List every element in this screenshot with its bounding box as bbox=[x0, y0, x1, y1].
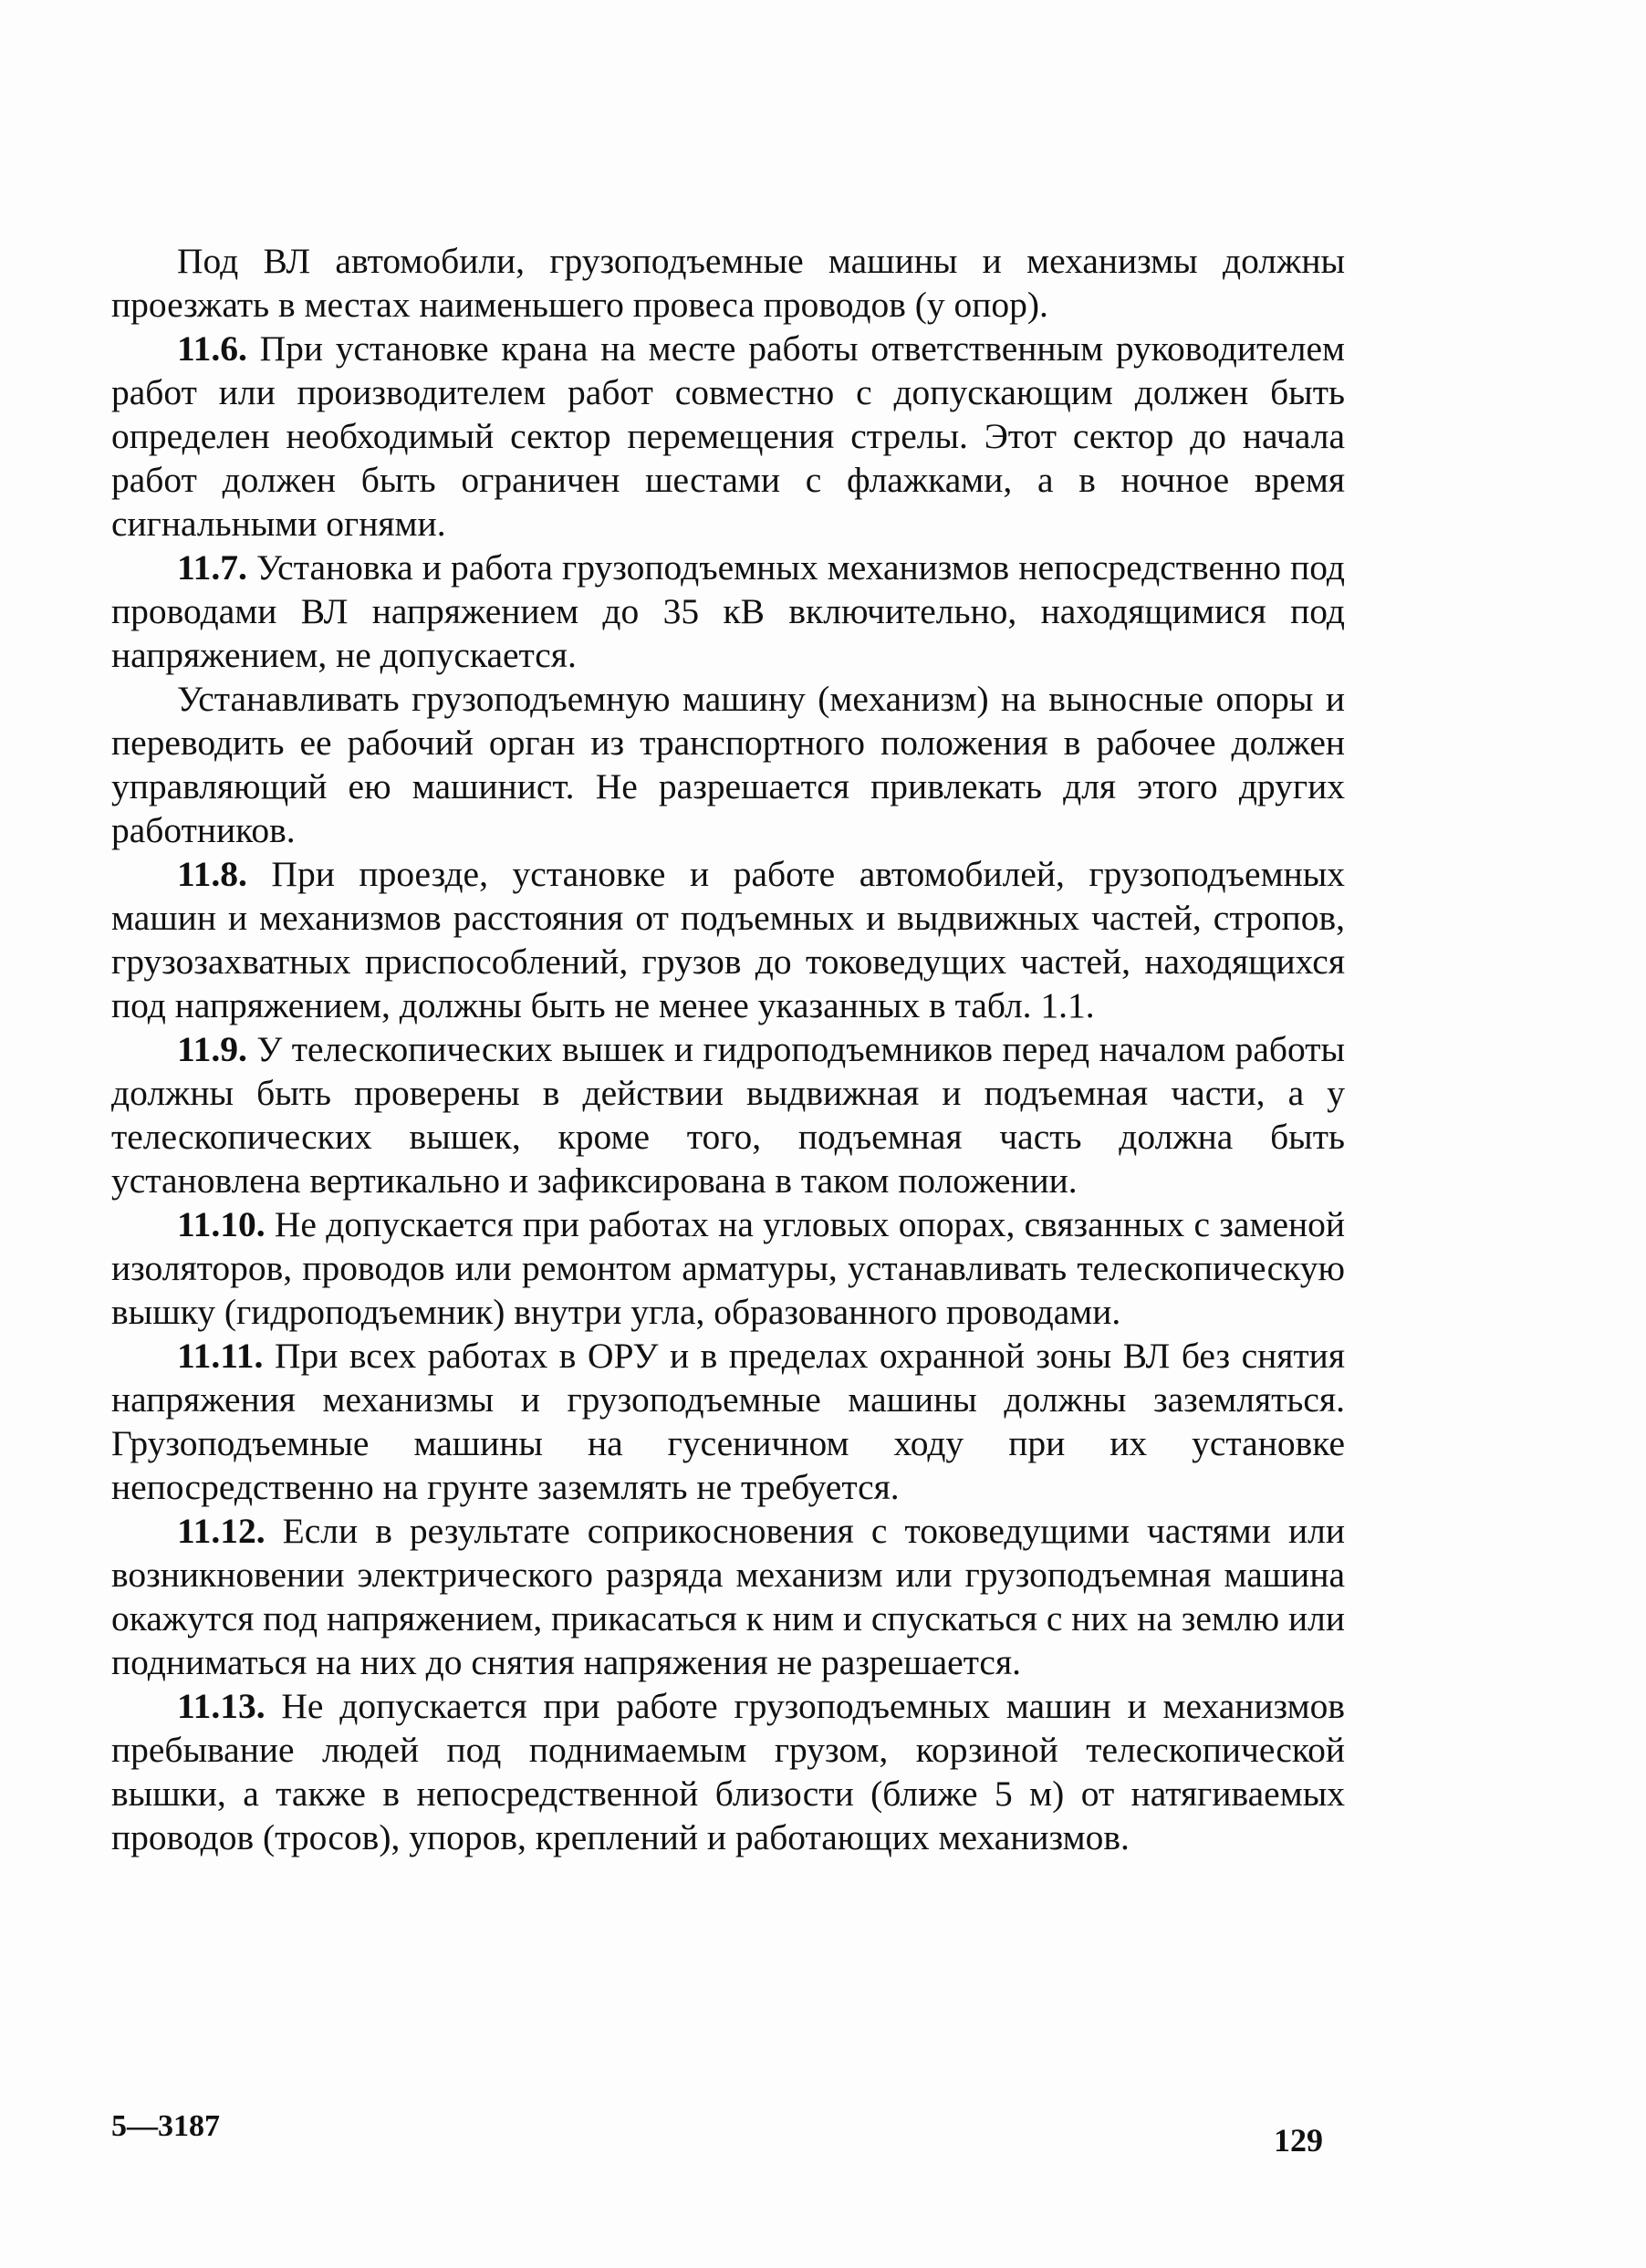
paragraph bbox=[111, 546, 1345, 677]
clause-number: 11.11. bbox=[177, 1336, 264, 1376]
paragraph-text: Установка и работа грузоподъемных механизмов непосредственно под проводами ВЛ напряжением до 35 кВ включительно, находящимися под напряжением, не допускается. bbox=[111, 547, 1345, 675]
signature-mark: 5—3187 bbox=[111, 2109, 220, 2143]
paragraph bbox=[111, 677, 1345, 852]
paragraph-text: Устанавливать грузоподъемную машину (механизм) на выносные опоры и переводить ее рабочий орган из транспортного положения в рабочее должен управляющий ею машинист. Не разрешается привлекать для этого других работников. bbox=[111, 679, 1345, 850]
paragraph-text: Не допускается при работе грузоподъемных машин и механизмов пребывание людей под поднимаемым грузом, корзиной телескопической вышки, а также в непосредственной близости (ближе 5 м) от натягиваемых проводов (тросов), упоров, креплений и работающих механизмов. bbox=[111, 1686, 1346, 1857]
clause-number: 11.9. bbox=[177, 1029, 247, 1069]
paragraph bbox=[111, 852, 1345, 1027]
paragraph-text: При всех работах в ОРУ и в пределах охранной зоны ВЛ без снятия напряжения механизмы и грузоподъемные машины должны заземляться. Грузоподъемные машины на гусеничном ходу при их установке непосредственно на грунте заземлять не требуется. bbox=[111, 1336, 1345, 1507]
body-text bbox=[111, 239, 1345, 1859]
paragraph bbox=[111, 239, 1345, 327]
clause-number: 11.7. bbox=[177, 547, 247, 588]
paragraph bbox=[111, 1684, 1345, 1859]
clause-number: 11.10. bbox=[177, 1204, 266, 1244]
page-number: 129 bbox=[1274, 2122, 1323, 2159]
paragraph bbox=[111, 1027, 1345, 1202]
clause-number: 11.12. bbox=[177, 1511, 266, 1551]
paragraph-text: При проезде, установке и работе автомобилей, грузоподъемных машин и механизмов расстояния от подъемных и выдвижных частей, стропов, грузозахватных приспособлений, грузов до токоведущих частей, находящихся под напряжением, должны быть не менее указанных в табл. 1.1. bbox=[111, 854, 1345, 1025]
paragraph bbox=[111, 1509, 1345, 1684]
clause-number: 11.6. bbox=[177, 328, 247, 369]
paragraph bbox=[111, 327, 1345, 546]
paragraph bbox=[111, 1202, 1345, 1334]
clause-number: 11.13. bbox=[177, 1686, 266, 1726]
paragraph-text: У телескопических вышек и гидроподъемников перед началом работы должны быть проверены в действии выдвижная и подъемная части, а у телескопических вышек, кроме того, подъемная часть должна быть установлена вертикально и зафиксирована в таком положении. bbox=[111, 1029, 1346, 1201]
paragraph bbox=[111, 1334, 1345, 1509]
paragraph-text: Не допускается при работах на угловых опорах, связанных с заменой изоляторов, проводов или ремонтом арматуры, устанавливать телескопическую вышку (гидроподъемник) внутри угла, образованного проводами. bbox=[111, 1204, 1346, 1332]
clause-number: 11.8. bbox=[177, 854, 247, 894]
paragraph-text: Под ВЛ автомобили, грузоподъемные машины и механизмы должны проезжать в местах наименьшего провеса проводов (у опор). bbox=[111, 241, 1345, 325]
paragraph-text: При установке крана на месте работы ответственным руководителем работ или производителем работ совместно с допускающим должен быть определен необходимый сектор перемещения стрелы. Этот сектор до начала работ должен быть ограничен шестами с флажками, а в ночное время сигнальными огнями. bbox=[111, 328, 1346, 544]
paragraph-text: Если в результате соприкосновения с токоведущими частями или возникновении электрического разряда механизм или грузоподъемная машина окажутся под напряжением, прикасаться к ним и спускаться с них на землю или подниматься на них до снятия напряжения не разрешается. bbox=[111, 1511, 1345, 1682]
